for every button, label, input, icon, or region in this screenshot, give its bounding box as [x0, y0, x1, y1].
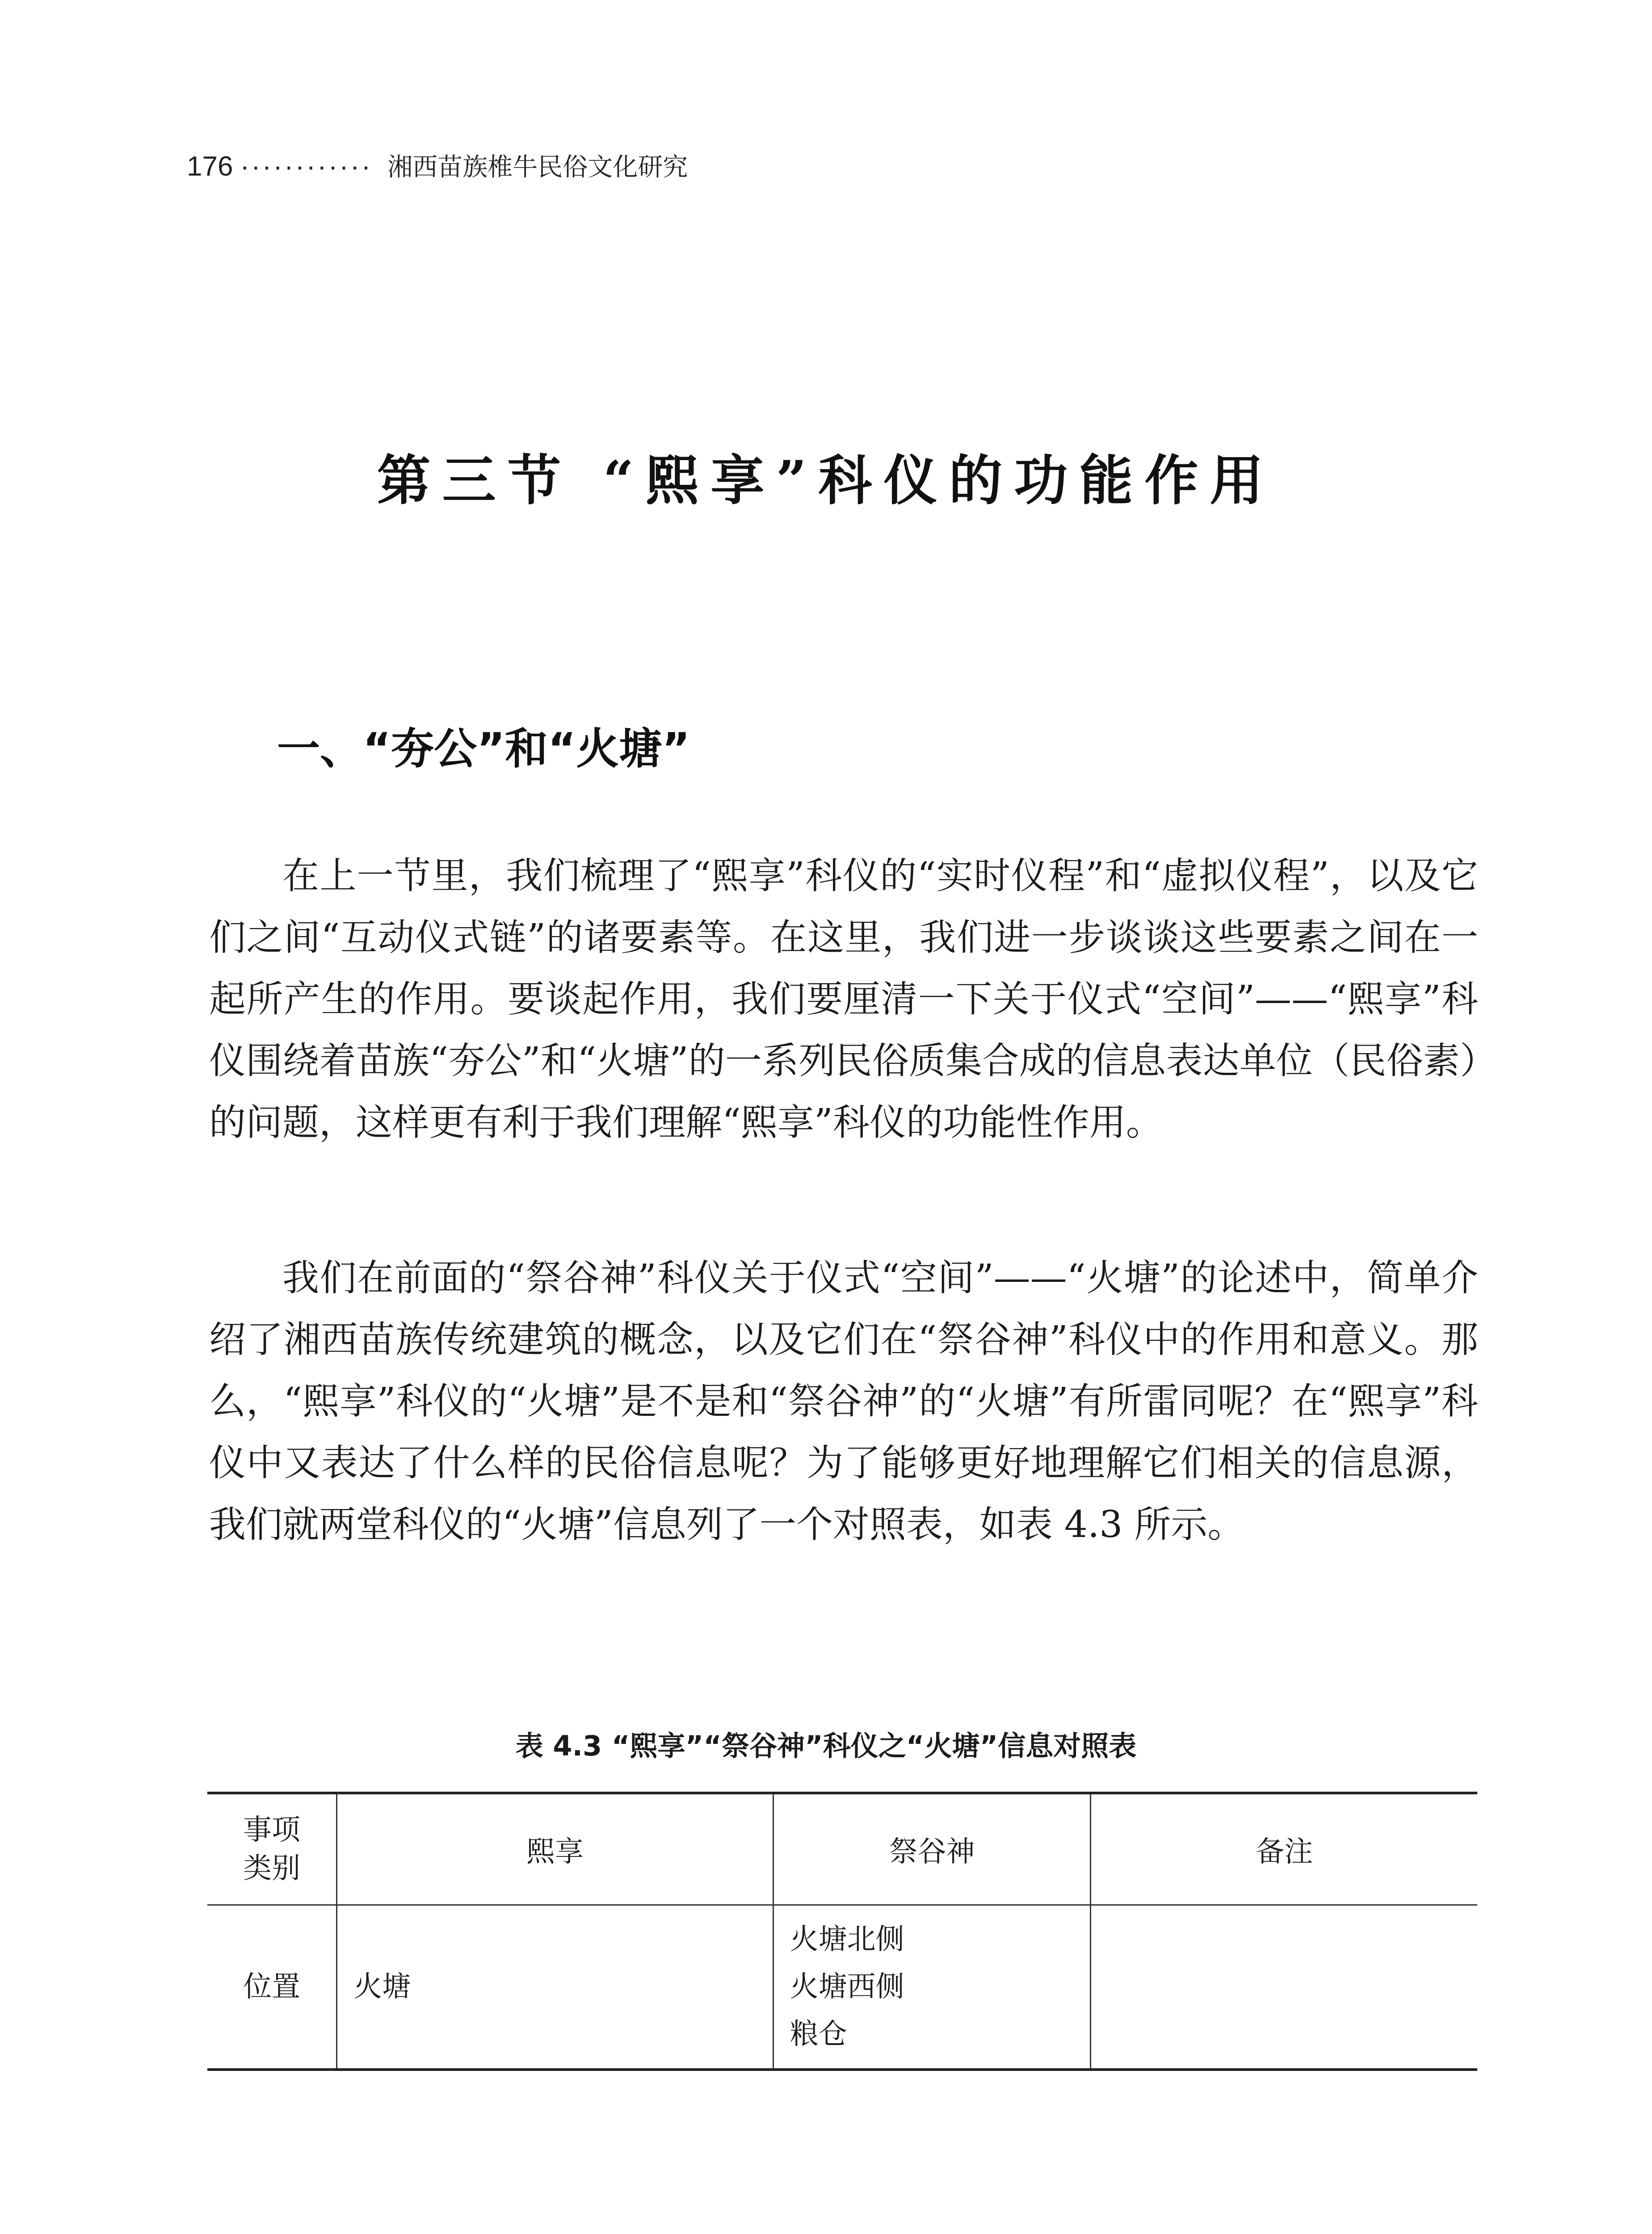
page-number: 176	[187, 151, 233, 182]
body-paragraph-1: 在上一节里，我们梳理了“熙享”科仪的“实时仪程”和“虚拟仪程”，以及它们之间“互动仪式链”的诸要素等。在这里，我们进一步谈谈这些要素之间在一起所产生的作用。要谈起作用，我们要厘清一下关于仪式“空间”——“熙享”科仪围绕着苗族“夯公”和“火塘”的一系列民俗质集合成的信息表达单位（民俗素）的问题，这样更有利于我们理解“熙享”科仪的功能性作用。	[209, 855, 1478, 1144]
header-category-line1: 事项	[243, 1814, 301, 1847]
table-row	[207, 1905, 1477, 2070]
subheading: 一、“夯公”和“火塘”	[277, 724, 690, 774]
jigushen-line-3: 粮仓	[790, 2018, 847, 2051]
table-header-row	[207, 1793, 1477, 1905]
header-category-line2: 类别	[243, 1852, 301, 1885]
cell-jigushen	[773, 1905, 1091, 2070]
table-caption: 表 4.3 “熙享”“祭谷神”科仪之“火塘”信息对照表	[515, 1730, 1137, 1762]
book-title: 湘西苗族椎牛民俗文化研究	[387, 153, 688, 182]
row-label: 位置	[207, 1905, 337, 2070]
jigushen-line-2: 火塘西侧	[790, 1970, 904, 2003]
header-jigushen: 祭谷神	[773, 1793, 1091, 1905]
jigushen-line-1: 火塘北侧	[790, 1923, 904, 1956]
header-xixiang: 熙享	[337, 1793, 773, 1905]
comparison-table	[207, 1792, 1477, 2071]
section-title: 第三节 “熙享”科仪的功能作用	[377, 449, 1275, 512]
cell-xixiang: 火塘	[337, 1905, 773, 2070]
header-note: 备注	[1091, 1793, 1477, 1905]
leader-dots: ············	[240, 151, 373, 182]
running-header	[187, 147, 688, 183]
cell-note	[1091, 1905, 1477, 2070]
body-paragraph-2: 我们在前面的“祭谷神”科仪关于仪式“空间”——“火塘”的论述中，简单介绍了湘西苗族传统建筑的概念，以及它们在“祭谷神”科仪中的作用和意义。那么，“熙享”科仪的“火塘”是不是和“祭谷神”的“火塘”有所雷同呢？在“熙享”科仪中又表达了什么样的民俗信息呢？为了能够更好地理解它们相关的信息源，我们就两堂科仪的“火塘”信息列了一个对照表，如表 4.3 所示。	[209, 1257, 1478, 1546]
header-category	[207, 1793, 337, 1905]
